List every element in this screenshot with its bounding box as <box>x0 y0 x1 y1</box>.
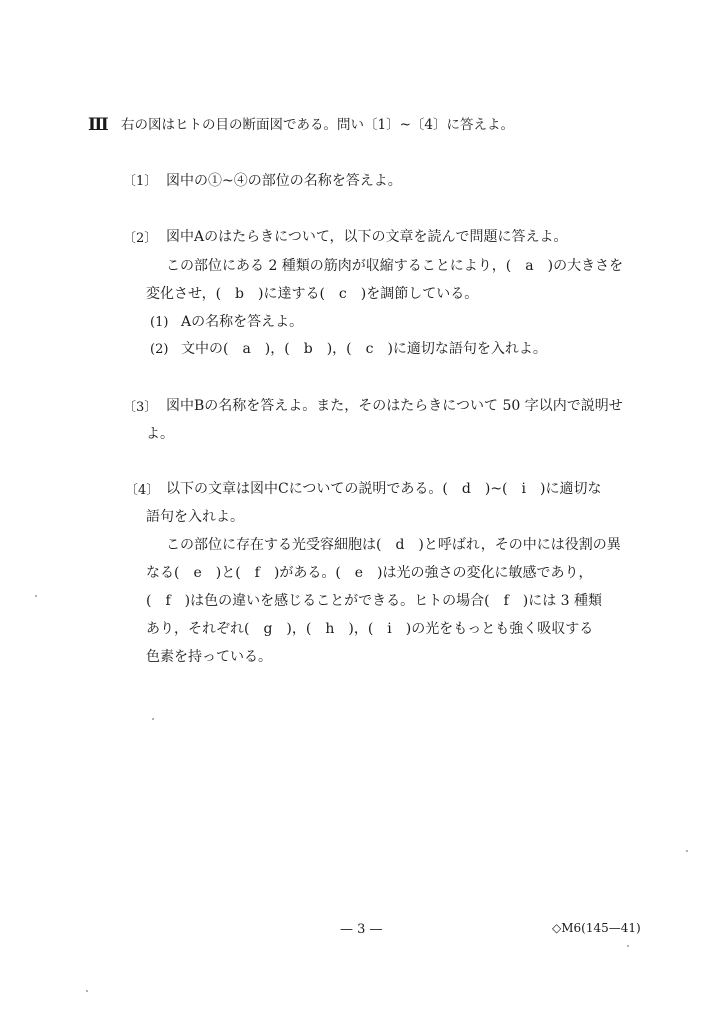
question-4-text-line-1: 以下の文章は図中Cについての説明である。( d )~( i )に適切な <box>166 481 602 497</box>
question-2-number: 〔2〕 <box>123 231 158 246</box>
question-2-sub-2-text: 文中の( a )，( b )，( c )に適切な語句を入れよ。 <box>181 341 547 357</box>
question-3-text-line-1: 図中Bの名称を答えよ。また，そのはたらきについて 50 字以内で説明せ <box>166 398 623 414</box>
page-number: — 3 — <box>340 922 383 937</box>
question-3-number: 〔3〕 <box>123 400 158 415</box>
question-2-passage-line-2: 変化させ，( b )に達する( c )を調節している。 <box>146 286 479 302</box>
question-4-text-line-2: 語句を入れよ。 <box>146 509 244 525</box>
question-4-passage-line-3: ( f )は色の違いを感じることができる。ヒトの場合( f )には 3 種類 <box>146 593 603 609</box>
question-4-passage-line-1: この部位に存在する光受容細胞は( d )と呼ばれ，その中には役割の異 <box>166 537 621 553</box>
scan-speck <box>686 850 688 852</box>
question-4-passage-line-4: あり，それぞれ( g )，( h )，( i )の光をもっとも強く吸収する <box>146 621 594 637</box>
question-2-sub-1-number: (1) <box>150 315 169 330</box>
question-4-passage-line-5: 色素を持っている。 <box>146 649 272 665</box>
question-1-text: 図中の①~④の部位の名称を答えよ。 <box>166 173 402 189</box>
scan-speck <box>152 718 154 720</box>
section-intro: 右の図はヒトの目の断面図である。問い〔1〕~〔4〕に答えよ。 <box>121 117 514 133</box>
question-2-text: 図中Aのはたらきについて，以下の文章を読んで問題に答えよ。 <box>166 229 568 245</box>
question-1-number: 〔1〕 <box>123 174 158 189</box>
question-2-passage-line-1: この部位にある 2 種類の筋肉が収縮することにより，( a )の大きさを <box>166 258 624 274</box>
question-2-sub-1-text: Aの名称を答えよ。 <box>181 314 304 330</box>
scan-speck <box>86 990 88 992</box>
scan-speck <box>35 595 37 597</box>
scan-speck <box>627 945 629 947</box>
question-4-passage-line-2: なる( e )と( f )がある。( e )は光の強さの変化に敏感であり， <box>146 565 593 581</box>
section-number: Ⅲ <box>88 115 109 135</box>
exam-code: ◇M6(145—41) <box>552 921 641 935</box>
question-4-number: 〔4〕 <box>125 483 160 498</box>
question-2-sub-2-number: (2) <box>150 342 169 357</box>
question-3-text-line-2: よ。 <box>146 426 174 442</box>
